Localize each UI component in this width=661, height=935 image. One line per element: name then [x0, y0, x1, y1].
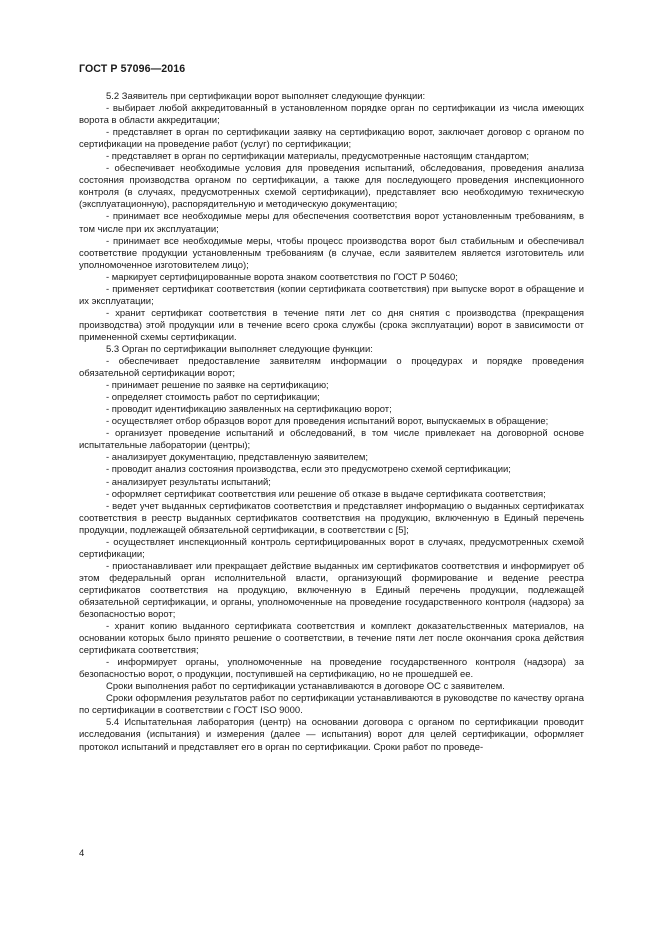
paragraph: - выбирает любой аккредитованный в установленном порядке орган по сертификации из числа имеющих ворота в области аккредитации; — [79, 103, 584, 127]
paragraph: 5.4 Испытательная лаборатория (центр) на основании договора с органом по сертификации проводит исследования (испытания) и измерения (далее — испытания) ворот для целей сертификации, оформляет протокол испытаний и представляет его в орган по сертификации. Сроки работ по проведе- — [79, 717, 584, 753]
paragraph: - осуществляет инспекционный контроль сертифицированных ворот в случаях, предусмотренных схемой сертификации; — [79, 536, 584, 560]
paragraph: 5.2 Заявитель при сертификации ворот выполняет следующие функции: — [106, 91, 426, 102]
paragraph: - принимает все необходимые меры, чтобы процесс производства ворот был стабильным и обеспечивал соответствие продукции установленным требованиям (в случае, если заявителем является изготовитель или уполномоченное изготовителем лицо); — [79, 235, 584, 271]
paragraph: - ведет учет выданных сертификатов соответствия и представляет информацию о выданных сертификатах соответствия в реестр выданных сертификатов соответствия на продукцию, включенную в Единый перечень продукции, подлежащей обязательной сертификации, в соответствии с [5]; — [79, 500, 584, 536]
paragraph: - определяет стоимость работ по сертификации; — [106, 392, 320, 404]
paragraph: - приостанавливает или прекращает действие выданных им сертификатов соответствия и информирует об этом федеральный орган исполнительной власти, организующий формирование и ведение реестра сертификатов соответствия на продукцию, включенную в Единый перечень продукции, подлежащей обязательной сертификации, и органы, уполномоченные на проведение государственного контроля (надзора) за безопасностью ворот; — [79, 560, 584, 621]
paragraph: - принимает все необходимые меры для обеспечения соответствия ворот установленным требованиям, в том числе при их эксплуатации; — [79, 211, 584, 235]
paragraph: - принимает решение по заявке на сертификацию; — [106, 380, 329, 392]
paragraph: - хранит сертификат соответствия в течение пяти лет со дня снятия с производства (прекращения производства) этой продукции или в течение всего срока службы (срока эксплуатации) ворот в зависимости от примененной схемы сертификации. — [79, 307, 584, 343]
paragraph: 5.3 Орган по сертификации выполняет следующие функции: — [106, 343, 373, 355]
document-body — [79, 91, 584, 754]
paragraph: - анализирует документацию, представленную заявителем; — [106, 452, 368, 464]
paragraph: - представляет в орган по сертификации материалы, предусмотренные настоящим стандартом; — [106, 151, 530, 163]
paragraph: - организует проведение испытаний и обследований, в том числе привлекает на договорной основе испытательные лаборатории (центры); — [79, 428, 584, 452]
paragraph: - проводит анализ состояния производства, если это предусмотрено схемой сертификации; — [106, 464, 511, 476]
paragraph: - анализирует результаты испытаний; — [106, 476, 271, 488]
paragraph: - оформляет сертификат соответствия или решение об отказе в выдаче сертификата соответствия; — [106, 488, 546, 500]
paragraph: - осуществляет отбор образцов ворот для проведения испытаний ворот, выпускаемых в обращение; — [106, 416, 549, 428]
paragraph: Сроки оформления результатов работ по сертификации устанавливаются в руководстве по качеству органа по сертификации в соответствии с ГОСТ ISO 9000. — [79, 693, 584, 717]
paragraph: - маркирует сертифицированные ворота знаком соответствия по ГОСТ Р 50460; — [106, 271, 458, 283]
paragraph: - применяет сертификат соответствия (копии сертификата соответствия) при выпуске ворот в обращение и их эксплуатации; — [79, 283, 584, 307]
paragraph: - представляет в орган по сертификации заявку на сертификацию ворот, заключает договор с органом по сертификации на проведение работ (услуг) по сертификации; — [79, 127, 584, 151]
document-header: ГОСТ Р 57096—2016 — [79, 63, 186, 75]
paragraph: Сроки выполнения работ по сертификации устанавливаются в договоре ОС с заявителем. — [106, 681, 505, 693]
paragraph: - обеспечивает предоставление заявителям информации о процедурах и порядке проведения обязательной сертификации ворот; — [79, 356, 584, 380]
page-number: 4 — [79, 848, 85, 859]
paragraph: - обеспечивает необходимые условия для проведения испытаний, обследования, проведения анализа состояния производства органом по сертификации, а также для последующего проведения инспекционного контроля (в случаях, предусмотренных схемой сертификации), представляет всю необходимую техническую (эксплуатационную), распорядительную и методическую документацию; — [79, 163, 584, 211]
paragraph: - информирует органы, уполномоченные на проведение государственного контроля (надзора) за безопасностью ворот, о продукции, поступившей на сертификацию, но не прошедшей ее. — [79, 657, 584, 681]
paragraph: - хранит копию выданного сертификата соответствия и комплект доказательственных материалов, на основании которых было принято решение о соответствии, в течение пяти лет после окончания срока действия сертификата соответствия; — [79, 621, 584, 657]
paragraph: - проводит идентификацию заявленных на сертификацию ворот; — [106, 404, 392, 416]
